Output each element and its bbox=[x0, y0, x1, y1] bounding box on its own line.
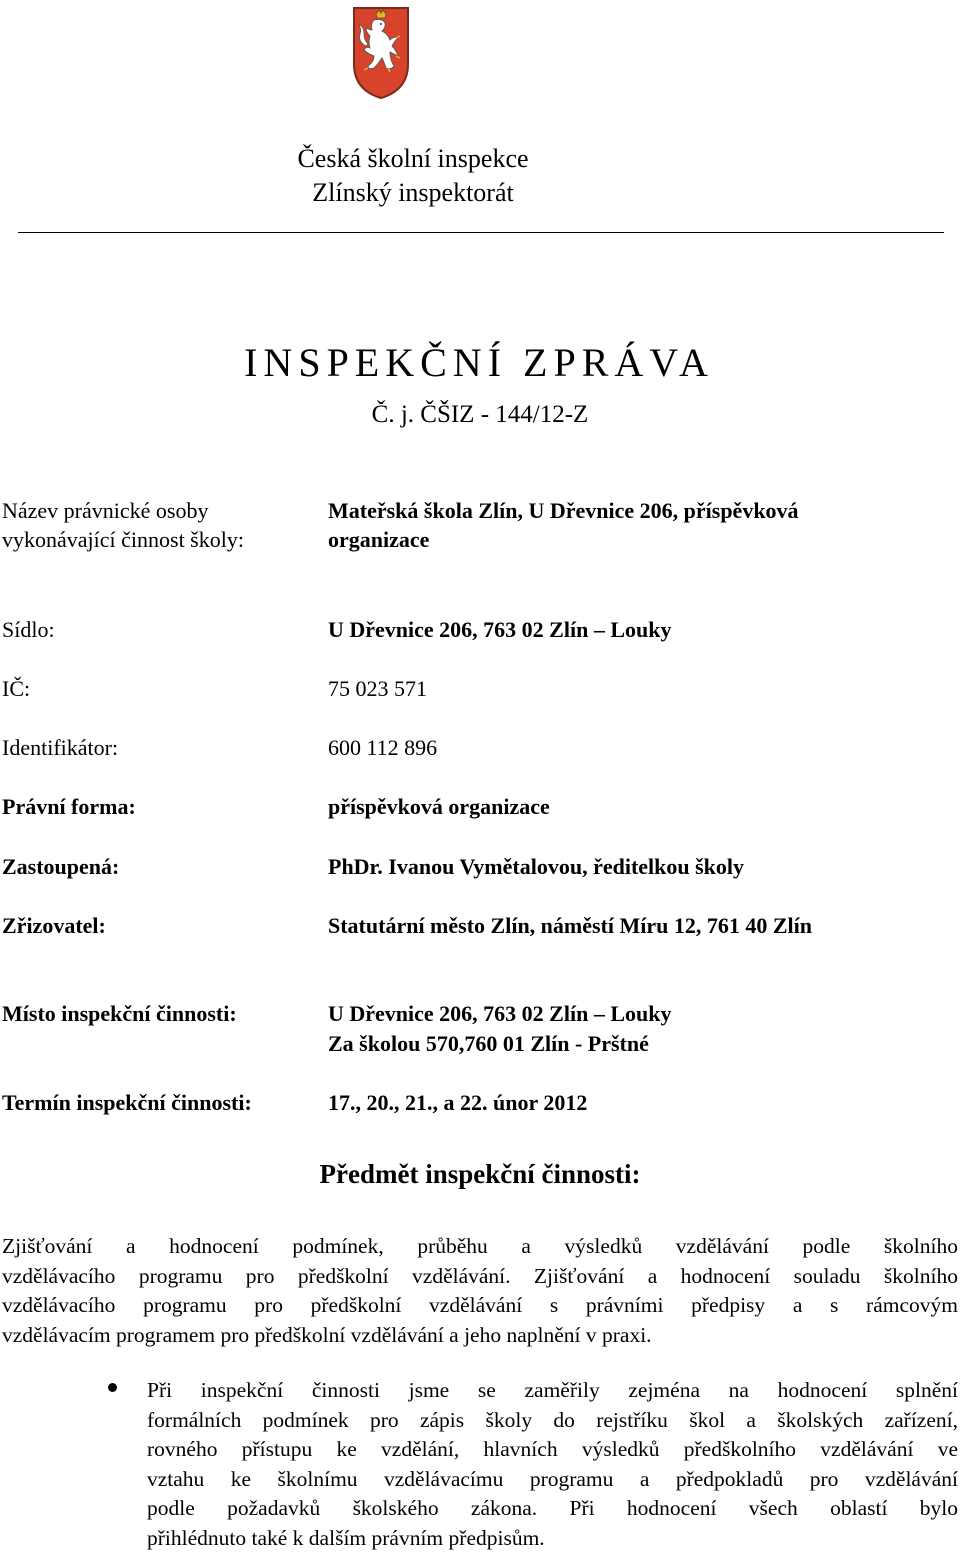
identifier-value: 600 112 896 bbox=[328, 735, 438, 760]
represented-label: Zastoupená: bbox=[2, 854, 120, 879]
place-value-cont: Za školou 570,760 01 Zlín - Prštné bbox=[328, 1031, 649, 1056]
paragraph-line: vzdělávacího programu pro předškolní vzdělávání s právními předpisy a s rámcovým bbox=[2, 1293, 958, 1318]
place-value: U Dřevnice 206, 763 02 Zlín – Louky bbox=[328, 1001, 672, 1026]
represented-value: PhDr. Ivanou Vymětalovou, ředitelkou školy bbox=[328, 854, 745, 879]
paragraph-line: vzdělávacího programu pro předškolní vzdělávání. Zjišťování a hodnocení souladu školního bbox=[2, 1263, 958, 1288]
legal-entity-label: Název právnické osoby bbox=[2, 498, 209, 523]
bullet-line: vztahu ke školnímu vzdělávacímu programu a předpokladů pro vzdělávání bbox=[147, 1466, 958, 1491]
seat-label: Sídlo: bbox=[2, 617, 55, 642]
coat-of-arms-logo bbox=[352, 6, 410, 100]
paragraph-line: vzdělávacím programem pro předškolní vzdělávání a jeho naplnění v praxi. bbox=[2, 1322, 652, 1347]
reference-number: Č. j. ČŠIZ - 144/12-Z bbox=[371, 401, 589, 428]
paragraph-line: Zjišťování a hodnocení podmínek, průběhu a výsledků vzdělávání podle školního bbox=[2, 1234, 958, 1258]
bullet-line: formálních podmínek pro zápis školy do rejstříku škol a školských zařízení, bbox=[147, 1407, 958, 1432]
identifier-label: Identifikátor: bbox=[2, 735, 119, 760]
ic-label: IČ: bbox=[2, 676, 31, 701]
bullet-line: podle požadavků školského zákona. Při hodnocení všech oblastí bylo bbox=[147, 1496, 958, 1521]
term-label: Termín inspekční činnosti: bbox=[2, 1090, 252, 1115]
legal-entity-value: Mateřská škola Zlín, U Dřevnice 206, příspěvková bbox=[328, 498, 799, 523]
bullet-line: přihlédnuto také k dalším právním předpisům. bbox=[147, 1525, 545, 1550]
lion-emblem-icon bbox=[352, 6, 410, 100]
legal-form-value: příspěvková organizace bbox=[328, 794, 550, 819]
founder-label: Zřizovatel: bbox=[2, 913, 106, 938]
header-divider bbox=[18, 232, 944, 233]
place-label: Místo inspekční činnosti: bbox=[2, 1001, 237, 1026]
term-value: 17., 20., 21., a 22. únor 2012 bbox=[328, 1090, 588, 1115]
report-title-text: INSPEKČNÍ ZPRÁVA bbox=[244, 340, 714, 385]
bullet-line: Při inspekční činnosti jsme se zaměřily zejména na hodnocení splnění bbox=[147, 1378, 958, 1402]
bullet-item bbox=[147, 1376, 958, 1554]
bullet-line: rovného přístupu ke vzdělání, hlavních výsledků předškolního vzdělávání ve bbox=[147, 1437, 958, 1462]
legal-entity-label-cont: vykonávající činnost školy: bbox=[2, 527, 244, 552]
legal-form-label: Právní forma: bbox=[2, 794, 136, 819]
inspectorate-name: Zlínský inspektorát bbox=[312, 178, 514, 207]
organization-name: Česká školní inspekce bbox=[297, 144, 529, 173]
bullet-icon bbox=[108, 1383, 117, 1392]
founder-value: Statutární město Zlín, náměstí Míru 12, 761 40 Zlín bbox=[328, 913, 813, 938]
report-title bbox=[0, 336, 960, 390]
ic-value: 75 023 571 bbox=[328, 676, 427, 701]
legal-entity-value-cont: organizace bbox=[328, 527, 430, 552]
subject-heading: Předmět inspekční činnosti: bbox=[319, 1159, 641, 1189]
seat-value: U Dřevnice 206, 763 02 Zlín – Louky bbox=[328, 617, 672, 642]
subject-paragraph bbox=[2, 1232, 958, 1350]
